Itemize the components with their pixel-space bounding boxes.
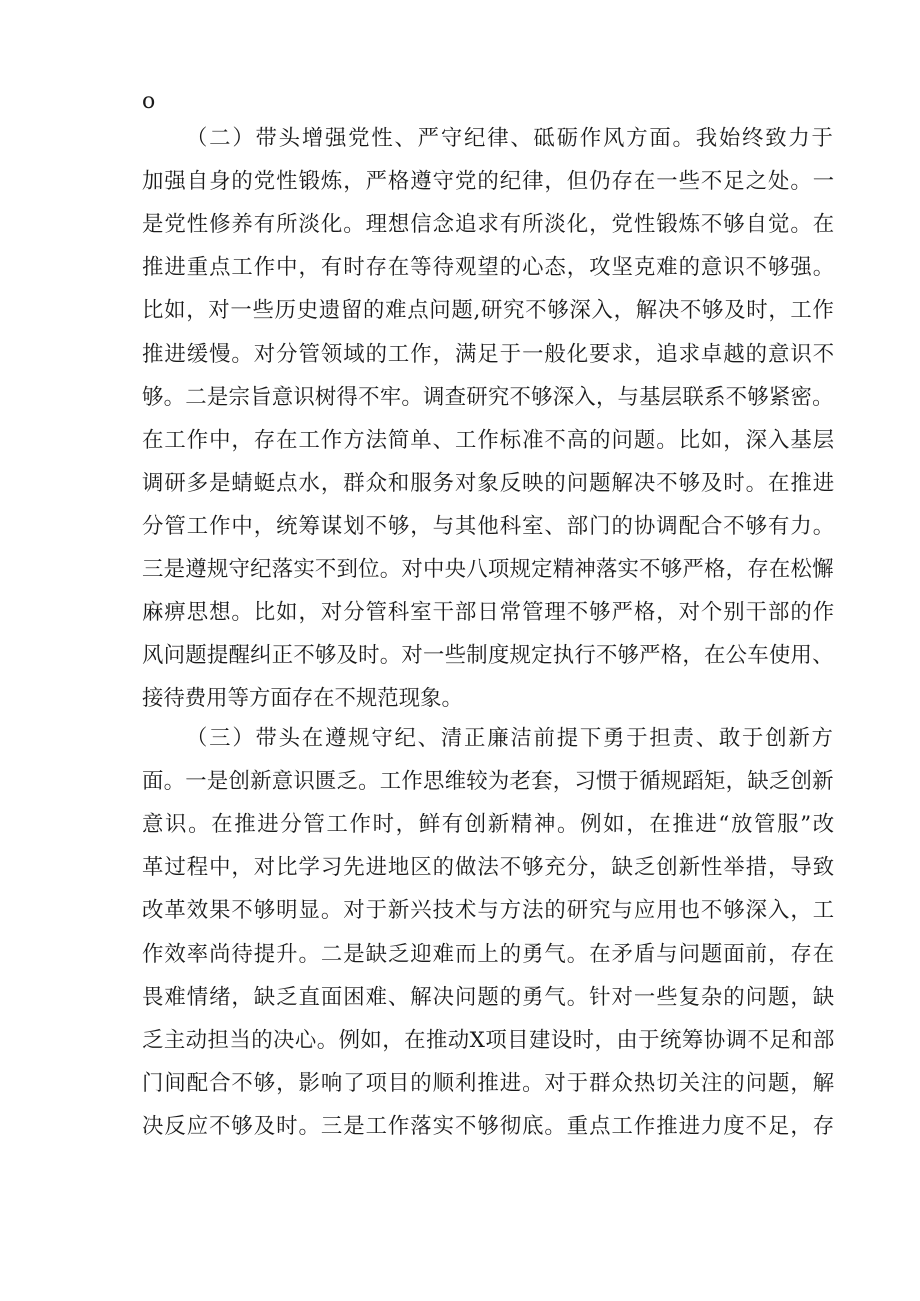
paragraph-2-line: 畏难情绪，缺乏直面困难、解决问题的勇气。针对一些复杂的问题，缺 (142, 985, 836, 1010)
paragraph-1-line: 麻痹思想。比如，对分管科室干部日常管理不够严格，对个别干部的作 (142, 600, 836, 625)
paragraph-1-line: 调研多是蜻蜓点水，群众和服务对象反映的问题解决不够及时。在推进 (142, 471, 836, 496)
paragraph-1-line: 接待费用等方面存在不规范现象。 (142, 686, 463, 711)
paragraph-1-line: （二）带头增强党性、严守纪律、砥砺作风方面。我始终致力于 (186, 126, 835, 151)
paragraph-2-line: 意识。在推进分管工作时，鲜有创新精神。例如，在推进“放管服”改 (142, 812, 836, 837)
paragraph-1-line: 是党性修养有所淡化。理想信念追求有所淡化，党性锻炼不够自觉。在 (142, 212, 836, 237)
paragraph-1-line: 推进缓慢。对分管领域的工作，满足于一般化要求，追求卓越的意识不 (142, 342, 836, 367)
paragraph-2-line: 革过程中，对比学习先进地区的做法不够充分，缺乏创新性举措，导致 (142, 855, 836, 880)
paragraph-1-line: 比如，对一些历史遗留的难点问题,研究不够深入，解决不够及时，工作 (142, 298, 835, 323)
paragraph-2-line: （三）带头在遵规守纪、清正廉洁前提下勇于担责、敢于创新方 (186, 726, 835, 751)
paragraph-2-line: 决反应不够及时。三是工作落实不够彻底。重点工作推进力度不足，存 (142, 1114, 836, 1139)
paragraph-2-line: 门间配合不够，影响了项目的顺利推进。对于群众热切关注的问题，解 (142, 1071, 836, 1096)
paragraph-2-line: 乏主动担当的决心。例如，在推动X项目建设时，由于统筹协调不足和部 (142, 1028, 835, 1053)
paragraph-1-line: 分管工作中，统筹谋划不够，与其他科室、部门的协调配合不够有力。 (142, 514, 836, 539)
paragraph-2-line: 改革效果不够明显。对于新兴技术与方法的研究与应用也不够深入，工 (142, 898, 836, 923)
paragraph-1-line: 推进重点工作中，有时存在等待观望的心态，攻坚克难的意识不够强。 (142, 255, 836, 280)
paragraph-2-line: 作效率尚待提升。二是缺乏迎难而上的勇气。在矛盾与问题面前，存在 (142, 942, 836, 967)
paragraph-1-line: 三是遵规守纪落实不到位。对中央八项规定精神落实不够严格，存在松懈 (142, 557, 834, 582)
paragraph-2-line: 面。一是创新意识匮乏。工作思维较为老套，习惯于循规蹈矩，缺乏创新 (142, 769, 834, 794)
paragraph-1-line: 在工作中，存在工作方法简单、工作标准不高的问题。比如，深入基层 (142, 428, 836, 453)
paragraph-1-line: 风问题提醒纠正不够及时。对一些制度规定执行不够严格，在公车使用、 (142, 643, 834, 668)
paragraph-1-line: 够。二是宗旨意识树得不牢。调查研究不够深入，与基层联系不够紧密。 (142, 385, 834, 410)
leading-mark: o (142, 89, 156, 114)
paragraph-1-line: 加强自身的党性锻炼，严格遵守党的纪律，但仍存在一些不足之处。一 (142, 169, 836, 194)
